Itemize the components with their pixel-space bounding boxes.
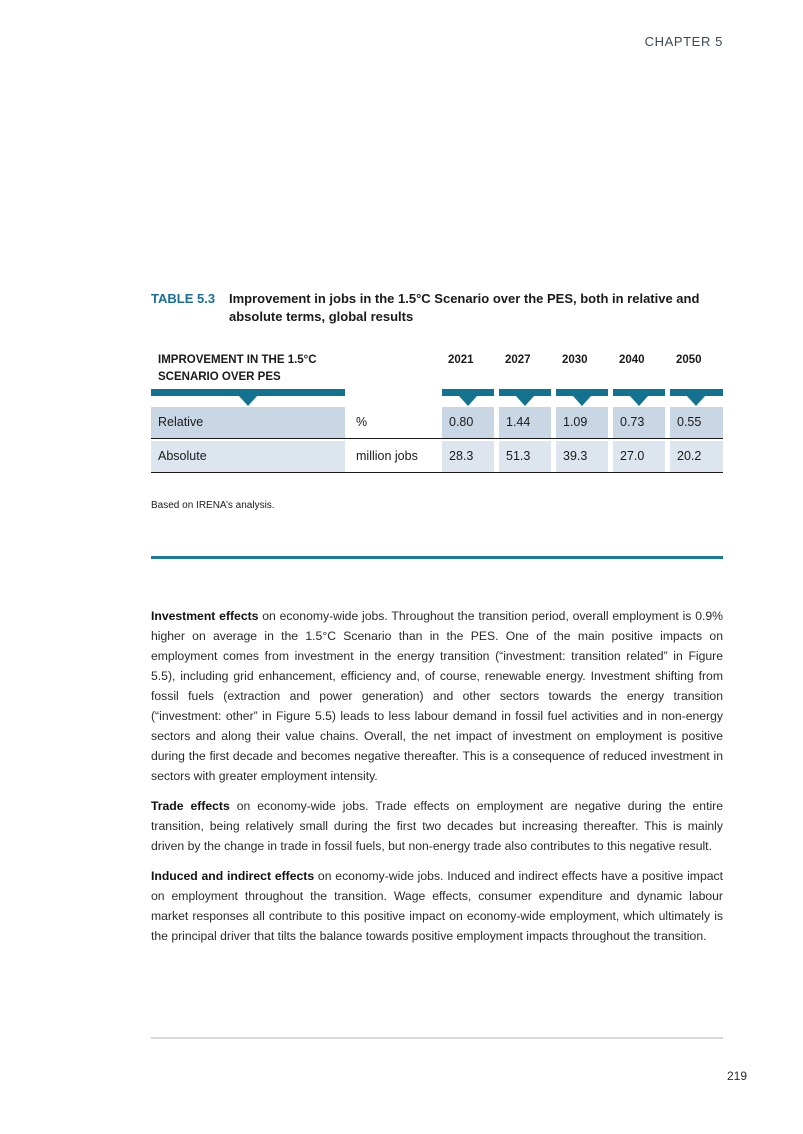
header-pointer-2050 (687, 396, 705, 406)
year-header-2040: 2040 (619, 354, 645, 366)
paragraph-text: on economy-wide jobs. Induced and indirect effects have a positive impact on employment throughout the transition. Wage effects, consumer expenditure and dynamic labour market responses all contribute to this positive impact on economy-wide employment, which ultimately is the principal driver that tilts the balance towards positive employment impacts throughout the transition. (151, 869, 723, 943)
cell-absolute-2027: 51.3 (499, 441, 551, 472)
header-pointer-2021 (459, 396, 477, 406)
section-divider (151, 556, 723, 559)
header-bar-2030 (556, 389, 608, 396)
cell-absolute-2021: 28.3 (442, 441, 494, 472)
row-label-absolute: Absolute (151, 441, 345, 472)
cell-relative-2027: 1.44 (499, 407, 551, 438)
chapter-heading: CHAPTER 5 (644, 34, 723, 49)
table-label: TABLE 5.3 (151, 291, 216, 306)
row-unit-relative: % (349, 407, 437, 438)
header-bar-2021 (442, 389, 494, 396)
row-divider (151, 438, 723, 439)
header-bar-2027 (499, 389, 551, 396)
header-bar-2040 (613, 389, 665, 396)
cell-absolute-2040: 27.0 (613, 441, 665, 472)
table-source-note: Based on IRENA’s analysis. (151, 500, 275, 511)
row-unit-absolute: million jobs (349, 441, 437, 472)
cell-relative-2040: 0.73 (613, 407, 665, 438)
year-header-2021: 2021 (448, 354, 474, 366)
paragraph-text: on economy-wide jobs. Trade effects on employment are negative during the entire transition, being relatively small during the first two decades but increasing thereafter. This is mainly driven by the change in trade in fossil fuels, but non-energy trade also contributes to this negative result. (151, 799, 723, 853)
paragraph-lead: Investment effects (151, 609, 259, 623)
cell-relative-2050: 0.55 (670, 407, 723, 438)
table-bottom-rule (151, 472, 723, 473)
page-number: 219 (726, 1069, 747, 1083)
header-bar-main (151, 389, 345, 396)
year-header-2030: 2030 (562, 354, 588, 366)
cell-relative-2021: 0.80 (442, 407, 494, 438)
header-bar-2050 (670, 389, 723, 396)
header-pointer-main (239, 396, 257, 406)
paragraph-lead: Induced and indirect effects (151, 869, 315, 883)
paragraph-lead: Trade effects (151, 799, 230, 813)
paragraph-investment-effects (151, 606, 723, 786)
table-caption: Improvement in jobs in the 1.5°C Scenario over the PES, both in relative and absolute terms, global results (229, 291, 700, 324)
year-header-2050: 2050 (676, 354, 702, 366)
body-text (151, 606, 723, 956)
cell-relative-2030: 1.09 (556, 407, 608, 438)
year-header-2027: 2027 (505, 354, 531, 366)
cell-absolute-2050: 20.2 (670, 441, 723, 472)
paragraph-text: on economy-wide jobs. Throughout the transition period, overall employment is 0.9% higher on average in the 1.5°C Scenario than in the PES. One of the main positive impacts on employment comes from investment in the energy transition (“investment: transition related” in Figure 5.5), including grid enhancement, efficiency and, of course, renewable energy. Investment shifting from fossil fuels (extraction and power generation) and other sectors towards the energy transition (“investment: other” in Figure 5.5) leads to less labour demand in fossil fuel activities and in non-energy sectors and along their value chains. Overall, the net impact of investment on employment is positive during the first decade and becomes negative thereafter. This is a consequence of reduced investment in sectors with greater employment intensity. (151, 609, 723, 783)
row-label-relative: Relative (151, 407, 345, 438)
paragraph-induced-effects (151, 866, 723, 946)
footer-divider (151, 1037, 723, 1039)
table-column-header: IMPROVEMENT IN THE 1.5°C SCENARIO OVER PES (158, 354, 317, 383)
paragraph-trade-effects (151, 796, 723, 856)
cell-absolute-2030: 39.3 (556, 441, 608, 472)
header-pointer-2030 (573, 396, 591, 406)
header-pointer-2040 (630, 396, 648, 406)
header-pointer-2027 (516, 396, 534, 406)
